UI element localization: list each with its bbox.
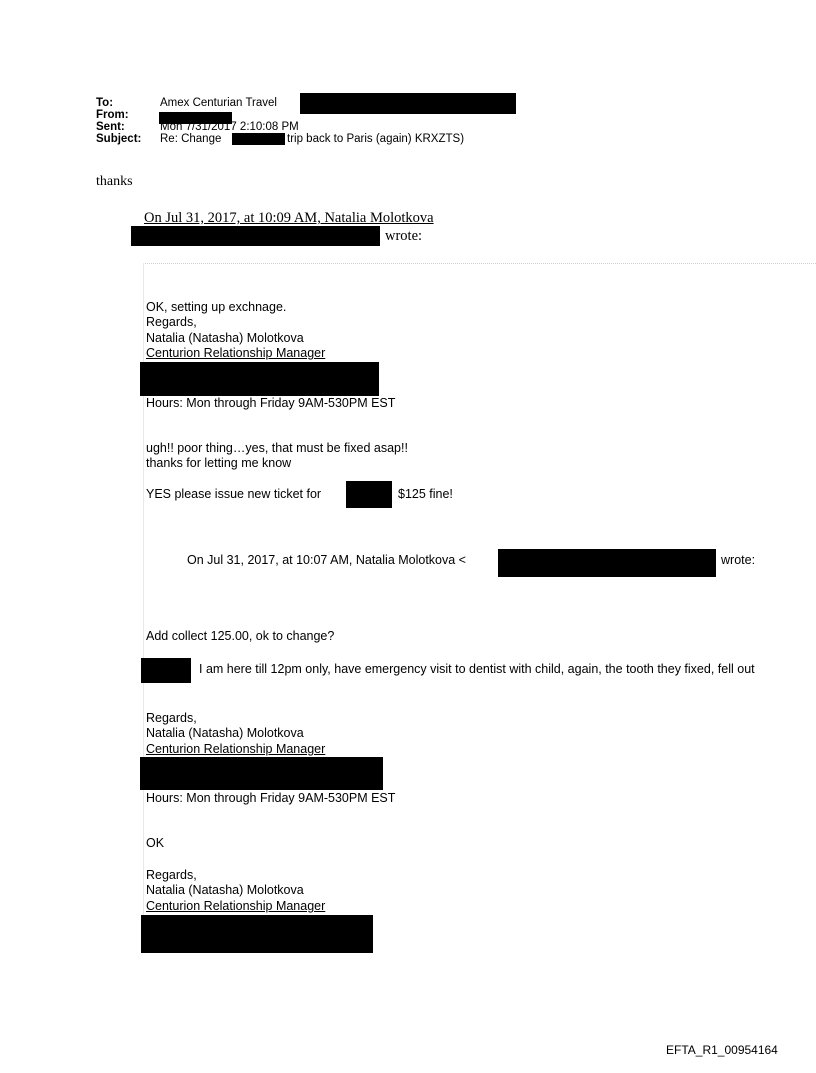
redaction-name-prefix xyxy=(141,658,191,683)
nested-intro-text: On Jul 31, 2017, at 10:07 AM, Natalia Molotkova < xyxy=(187,553,466,567)
ticket-line-b: $125 fine! xyxy=(398,487,453,501)
subject-part2: trip back to Paris (again) KRXZTS) xyxy=(287,133,465,145)
quote-intro-line1: On Jul 31, 2017, at 10:09 AM, Natalia Molotkova xyxy=(144,210,434,226)
message-line: thanks for letting me know xyxy=(146,456,292,470)
message-line: Regards, xyxy=(146,868,197,882)
message-line: Centurion Relationship Manager xyxy=(146,742,326,756)
subject-part1: Re: Change xyxy=(160,133,222,145)
redaction-sender-email xyxy=(131,226,380,246)
redaction-to xyxy=(300,93,516,114)
message-line: Natalia (Natasha) Molotkova xyxy=(146,331,304,345)
message-line: OK, setting up exchnage. xyxy=(146,300,287,314)
reply-text: thanks xyxy=(96,174,133,189)
bates-number: EFTA_R1_00954164 xyxy=(666,1043,778,1057)
message-line: Natalia (Natasha) Molotkova xyxy=(146,883,304,897)
hours-line: Hours: Mon through Friday 9AM-530PM EST xyxy=(146,791,396,805)
quote-separator xyxy=(145,263,816,264)
message-line: ugh!! poor thing…yes, that must be fixed asap!! xyxy=(146,441,408,455)
redaction-signature-1 xyxy=(140,362,379,396)
redaction-signature-2 xyxy=(140,757,383,790)
message-line: Regards, xyxy=(146,315,197,329)
here-till-line: I am here till 12pm only, have emergency visit to dentist with child, again, the tooth they fixed, fell out xyxy=(199,662,755,676)
to-value: Amex Centurian Travel xyxy=(160,97,277,109)
to-label: To: xyxy=(96,97,114,109)
redaction-nested-email xyxy=(498,549,716,577)
subject-label: Subject: xyxy=(96,133,142,145)
message-line: Natalia (Natasha) Molotkova xyxy=(146,726,304,740)
redaction-signature-3 xyxy=(141,915,373,953)
collect-line: Add collect 125.00, ok to change? xyxy=(146,629,335,643)
ok-line: OK xyxy=(146,836,165,850)
sent-label: Sent: xyxy=(96,121,125,133)
redaction-ticket-name xyxy=(346,481,392,508)
from-label: From: xyxy=(96,109,129,121)
sent-value: Mon 7/31/2017 2:10:08 PM xyxy=(160,121,299,133)
redaction-subject xyxy=(232,133,285,145)
message-line: Regards, xyxy=(146,711,197,725)
hours-line: Hours: Mon through Friday 9AM-530PM EST xyxy=(146,396,396,410)
nested-intro-wrote: wrote: xyxy=(721,553,756,567)
quote-intro-wrote: wrote: xyxy=(385,228,423,244)
message-line: Centurion Relationship Manager xyxy=(146,346,326,360)
message-line: Centurion Relationship Manager xyxy=(146,899,326,913)
ticket-line-a: YES please issue new ticket for xyxy=(146,487,322,501)
